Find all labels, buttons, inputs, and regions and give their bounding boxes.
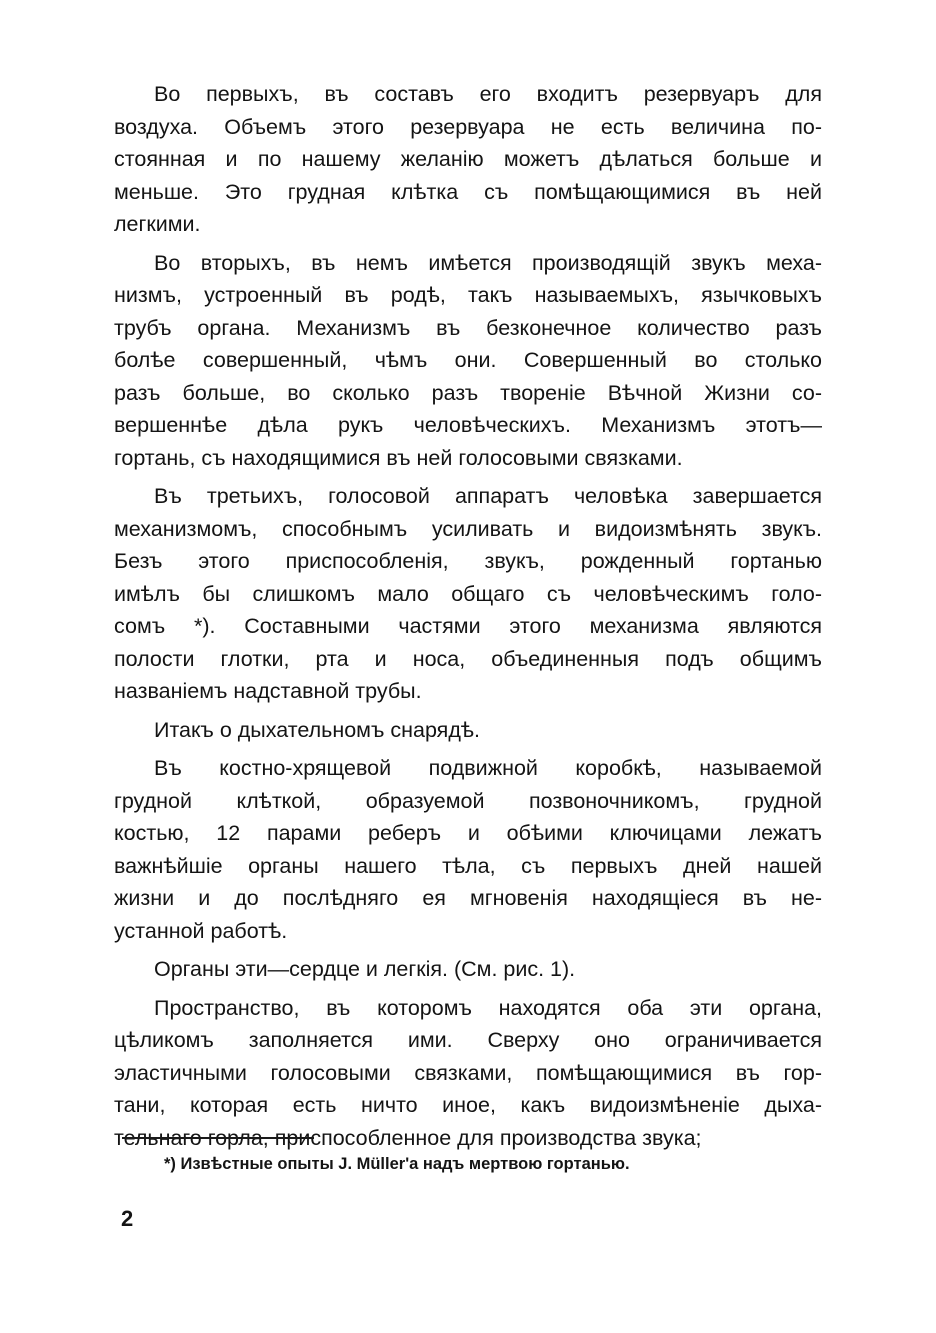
text-line: Въ третьихъ, голосовой аппаратъ человѣка завершается <box>154 484 822 508</box>
footnote-rule <box>122 1137 314 1139</box>
text-line: меньше. Это грудная клѣтка съ помѣщающимися въ ней <box>114 179 822 204</box>
text-line: устанной работѣ. <box>114 918 288 943</box>
text-line: Во первыхъ, въ составъ его входитъ резервуаръ для <box>154 82 822 106</box>
text-line: тельнаго горла, приспособленное для производства звука; <box>114 1125 702 1150</box>
text-line: болѣе совершенный, чѣмъ они. Совершенный во столько <box>114 348 822 372</box>
text-line: стоянная и по нашему желанію можетъ дѣлаться больше и <box>114 147 822 171</box>
paragraph <box>114 480 822 708</box>
paragraph <box>114 714 822 747</box>
text-line: вершеннѣе дѣла рукъ человѣческихъ. Механизмъ этотъ— <box>114 413 822 437</box>
paragraph <box>114 78 822 241</box>
text-line: воздуха. Объемъ этого резервуара не есть величина по- <box>114 114 822 139</box>
text-line: Пространство, въ которомъ находятся оба эти органа, <box>154 995 822 1020</box>
footnote: *) Извѣстные опыты J. Müller'а надъ мертвою гортанью. <box>164 1155 630 1173</box>
text-line: названіемъ надставной трубы. <box>114 679 422 703</box>
text-line: низмъ, устроенный въ родѣ, такъ называемыхъ, язычковыхъ <box>114 283 822 307</box>
text-line: цѣликомъ заполняется ими. Сверху оно ограничивается <box>114 1028 822 1052</box>
text-line: имѣлъ бы слишкомъ мало общаго съ человѣческимъ голо- <box>114 581 822 606</box>
paragraph <box>114 992 822 1155</box>
text-line: Безъ этого приспособленія, звукъ, рожденный гортанью <box>114 549 822 573</box>
text-line: Органы эти—сердце и легкія. (См. рис. 1). <box>154 957 576 981</box>
paragraph <box>114 953 822 986</box>
text-line: трубъ органа. Механизмъ въ безконечное количество разъ <box>114 315 822 340</box>
paragraph <box>114 247 822 475</box>
text-line: легкими. <box>114 212 201 236</box>
text-line: жизни и до послѣдняго ея мгновенія находящіеся въ не- <box>114 886 822 910</box>
text-line: разъ больше, во сколько разъ твореніе Вѣчной Жизни со- <box>114 380 822 405</box>
text-line: Итакъ о дыхательномъ снарядѣ. <box>154 717 481 742</box>
paragraph <box>114 752 822 947</box>
text-line: костью, 12 парами реберъ и обѣими ключицами лежатъ <box>114 821 822 845</box>
text-line: полости глотки, рта и носа, объединенныя подъ общимъ <box>114 646 822 671</box>
text-line: тани, которая есть ничто иное, какъ видоизмѣненіе дыха- <box>114 1093 822 1117</box>
text-line: Въ костно-хрящевой подвижной коробкѣ, называемой <box>154 756 822 780</box>
text-line: грудной клѣткой, образуемой позвоночникомъ, грудной <box>114 788 822 813</box>
text-line: эластичными голосовыми связками, помѣщающимися въ гор- <box>114 1060 822 1085</box>
text-line: сомъ *). Составными частями этого механизма являются <box>114 614 822 638</box>
page-number: 2 <box>121 1206 134 1231</box>
body-text <box>114 78 822 1160</box>
text-line: механизмомъ, способнымъ усиливать и видоизмѣнять звукъ. <box>114 516 822 541</box>
text-line: гортань, съ находящимися въ ней голосовыми связками. <box>114 445 683 470</box>
text-line: Во вторыхъ, въ немъ имѣется производящій звукъ меха- <box>154 250 822 275</box>
text-line: важнѣйшіе органы нашего тѣла, съ первыхъ дней нашей <box>114 853 822 878</box>
